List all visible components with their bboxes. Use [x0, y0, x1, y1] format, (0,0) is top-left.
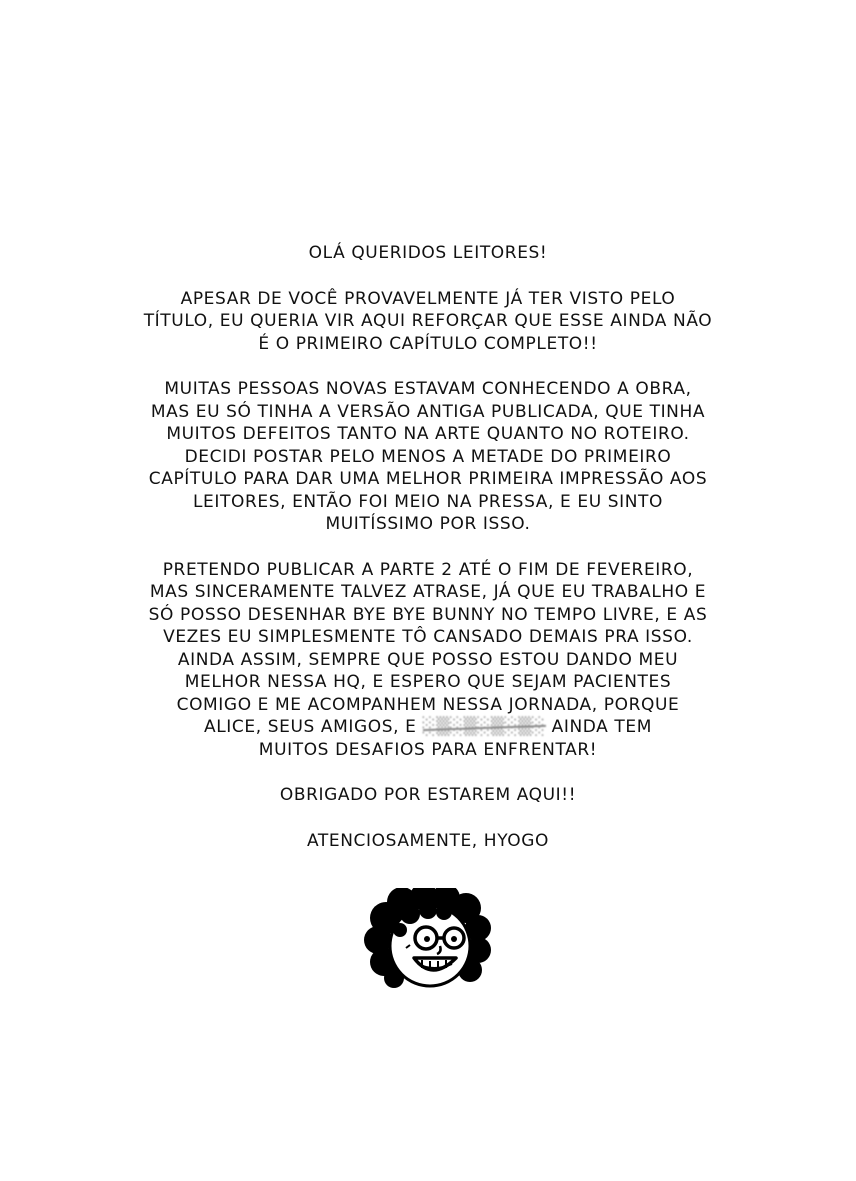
- paragraph-line: MAS EU SÓ TINHA A VERSÃO ANTIGA PUBLICADA, QUE TINHA: [150, 401, 706, 422]
- paragraph-line: PRETENDO PUBLICAR A PARTE 2 ATÉ O FIM DE FEVEREIRO,: [162, 559, 694, 580]
- author-avatar-drawing: [364, 888, 492, 992]
- paragraph-line: AINDA ASSIM, SEMPRE QUE POSSO ESTOU DANDO MEU: [177, 649, 679, 670]
- signoff-line: ATENCIOSAMENTE, HYOGO: [307, 830, 549, 851]
- paragraph-line: MUITAS PESSOAS NOVAS ESTAVAM CONHECENDO A OBRA,: [164, 379, 692, 399]
- paragraph-3: [100, 559, 756, 762]
- scribbled-out-text: ░▒░▒░▒░▒░: [422, 717, 546, 737]
- paragraph-line: SÓ POSSO DESENHAR BYE BYE BUNNY NO TEMPO LIVRE, E AS: [148, 604, 708, 625]
- paragraph-line: MELHOR NESSA HQ, E ESPERO QUE SEJAM PACIENTES: [184, 672, 672, 692]
- greeting: OLÁ QUERIDOS LEITORES!: [308, 243, 548, 263]
- paragraph-line: APESAR DE VOCÊ PROVAVELMENTE JÁ TER VISTO PELO: [180, 288, 676, 309]
- paragraph-line: É O PRIMEIRO CAPÍTULO COMPLETO!!: [258, 333, 598, 354]
- paragraph-line: MUITÍSSIMO POR ISSO.: [325, 514, 531, 534]
- paragraph-line: CAPÍTULO PARA DAR UMA MELHOR PRIMEIRA IMPRESSÃO AOS: [148, 469, 708, 489]
- thanks-line: OBRIGADO POR ESTAREM AQUI!!: [279, 785, 577, 805]
- paragraph-line: LEITORES, ENTÃO FOI MEIO NA PRESSA, E EU SINTO: [192, 491, 664, 512]
- paragraph-line: TÍTULO, EU QUERIA VIR AQUI REFORÇAR QUE ESSE AINDA NÃO: [143, 311, 713, 331]
- paragraph-2: [100, 378, 756, 536]
- paragraph-line: DECIDI POSTAR PELO MENOS A METADE DO PRIMEIRO: [184, 446, 672, 467]
- paragraph-line: MUITOS DESAFIOS PARA ENFRENTAR!: [258, 739, 598, 760]
- paragraph-line: MAS SINCERAMENTE TALVEZ ATRASE, JÁ QUE EU TRABALHO E: [149, 582, 707, 602]
- paragraph-line: COMIGO E ME ACOMPANHEM NESSA JORNADA, PORQUE: [176, 694, 680, 715]
- author-letter: [100, 242, 756, 875]
- paragraph-1: [100, 288, 756, 356]
- paragraph-line: VEZES EU SIMPLESMENTE TÔ CANSADO DEMAIS PRA ISSO.: [163, 627, 693, 647]
- paragraph-line-with-redaction: ALICE, SEUS AMIGOS, E ░▒░▒░▒░▒░ AINDA TEM: [203, 717, 652, 737]
- paragraph-line: MUITOS DEFEITOS TANTO NA ARTE QUANTO NO ROTEIRO.: [166, 424, 690, 444]
